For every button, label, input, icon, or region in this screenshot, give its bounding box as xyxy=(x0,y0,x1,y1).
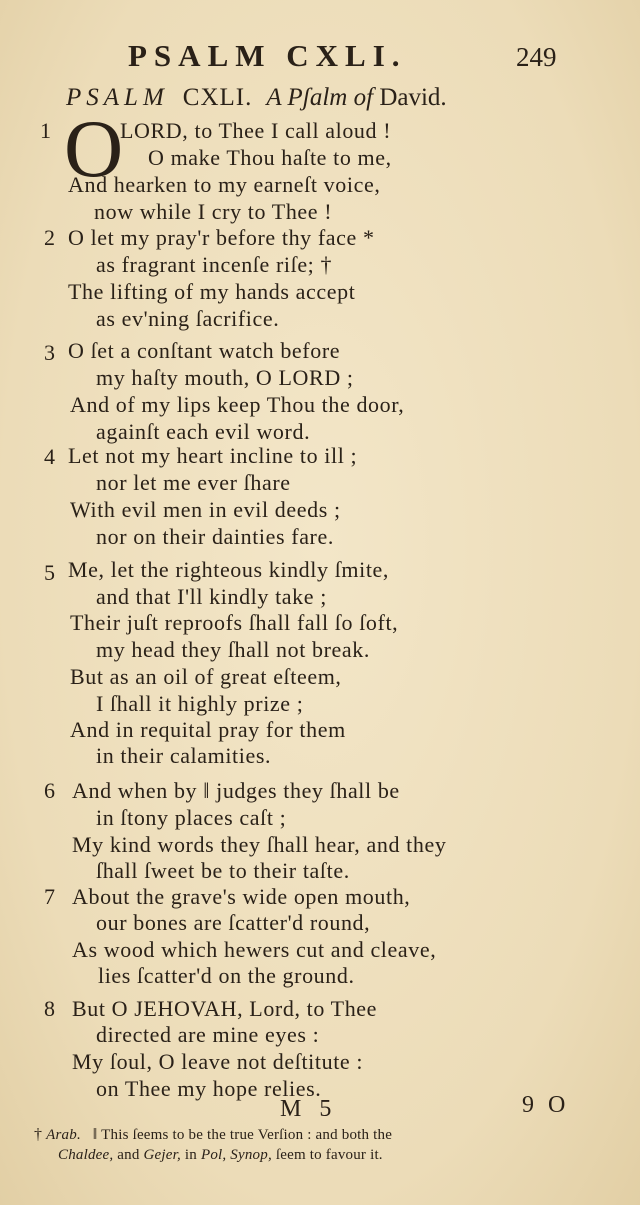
verse-number: 5 xyxy=(44,560,55,585)
footnote-gejer: Gejer, xyxy=(143,1147,181,1163)
verse-line: LORD, to Thee I call aloud ! xyxy=(120,118,392,143)
verse-line: With evil men in evil deeds ; xyxy=(70,497,341,522)
footnote-line-2 xyxy=(58,1146,640,1164)
page-header xyxy=(0,38,640,78)
verse-line: As wood which hewers cut and cleave, xyxy=(72,937,437,962)
verse-line: my head they ſhall not break. xyxy=(96,637,370,662)
footnote-in: in xyxy=(184,1147,197,1163)
footnote-line-1 xyxy=(34,1126,624,1144)
verse-line: O make Thou haſte to me, xyxy=(148,145,392,170)
verse-line: in their calamities. xyxy=(96,743,272,768)
verse-number: 8 xyxy=(44,996,55,1021)
verse-line: O ſet a conſtant watch before xyxy=(68,338,341,363)
verse-line: And in requital pray for them xyxy=(70,717,346,742)
dagger-mark: † xyxy=(34,1126,43,1143)
verse-line: as ev'ning ſacrifice. xyxy=(96,306,280,331)
verse-line: our bones are ſcatter'd round, xyxy=(96,910,371,935)
verse-line: in ſtony places caſt ; xyxy=(96,805,287,830)
verse-line: ſhall ſweet be to their taſte. xyxy=(96,858,350,883)
verse-line: O let my pray'r before thy face * xyxy=(68,225,375,250)
verse-number: 6 xyxy=(44,778,55,803)
verse-line: The lifting of my hands accept xyxy=(68,279,356,304)
verse-line: lies ſcatter'd on the ground. xyxy=(98,963,355,988)
verse-line: But as an oil of great eſteem, xyxy=(70,664,342,689)
footnote-pol-synop: Pol, Synop, xyxy=(200,1147,272,1163)
verse-line: againſt each evil word. xyxy=(96,419,311,444)
psalm-subtitle: A Pʃalm of xyxy=(266,84,374,111)
footnote-and: and xyxy=(117,1147,140,1163)
verse-number: 7 xyxy=(44,884,55,909)
verse-line: Me, let the righteous kindly ſmite, xyxy=(68,557,390,582)
verse-line: Let not my heart incline to ill ; xyxy=(68,443,358,468)
verse-line: My ſoul, O leave not deſtitute : xyxy=(72,1049,364,1074)
page-number: 249 xyxy=(516,42,557,72)
verse-number: 3 xyxy=(44,340,55,365)
verse-number: 4 xyxy=(44,444,55,469)
verse-line: My kind words they ſhall hear, and they xyxy=(72,832,447,857)
verse-line: But O JEHOVAH, Lord, to Thee xyxy=(72,996,378,1021)
verse-line: directed are mine eyes : xyxy=(96,1022,320,1047)
verse-line: nor on their dainties fare. xyxy=(96,524,334,549)
footnote-text-end: ſeem to favour it. xyxy=(275,1147,383,1163)
verse-number: 2 xyxy=(44,225,55,250)
running-title: PSALM CXLI. xyxy=(128,38,407,73)
verse-line: now while I cry to Thee ! xyxy=(94,199,333,224)
verse-number: 1 xyxy=(40,118,51,143)
psalm-author: David. xyxy=(379,84,447,111)
verse-line: I ſhall it highly prize ; xyxy=(96,691,304,716)
verse-line: my haſty mouth, O LORD ; xyxy=(96,365,354,390)
parallel-mark: ‖ xyxy=(92,1126,98,1143)
verse-line: And hearken to my earneſt voice, xyxy=(68,172,381,197)
footnote-chaldee: Chaldee, xyxy=(58,1147,114,1163)
psalm-number: CXLI. xyxy=(182,84,253,111)
footnote-text: This ſeems to be the true Verſion : and both the xyxy=(101,1127,393,1143)
catchword: 9 O xyxy=(522,1092,570,1118)
footnote-ref-arab: Arab. xyxy=(46,1127,81,1143)
verse-line: And of my lips keep Thou the door, xyxy=(70,392,405,417)
verse-line: Their juſt reproofs ſhall fall ſo ſoft, xyxy=(70,610,399,635)
drop-cap: O xyxy=(64,103,124,194)
psalm-word: PSALM xyxy=(66,84,169,111)
verse-line: nor let me ever ſhare xyxy=(96,470,291,495)
verse-line: and that I'll kindly take ; xyxy=(96,584,327,609)
verse-line: as fragrant incenſe riſe; † xyxy=(96,252,333,277)
psalm-heading xyxy=(66,84,626,112)
verse-line: And when by ‖ judges they ſhall be xyxy=(72,778,400,803)
verse-line: on Thee my hope relies. xyxy=(96,1076,322,1101)
signature-mark: M 5 xyxy=(280,1096,338,1122)
verse-line: About the grave's wide open mouth, xyxy=(72,884,411,909)
